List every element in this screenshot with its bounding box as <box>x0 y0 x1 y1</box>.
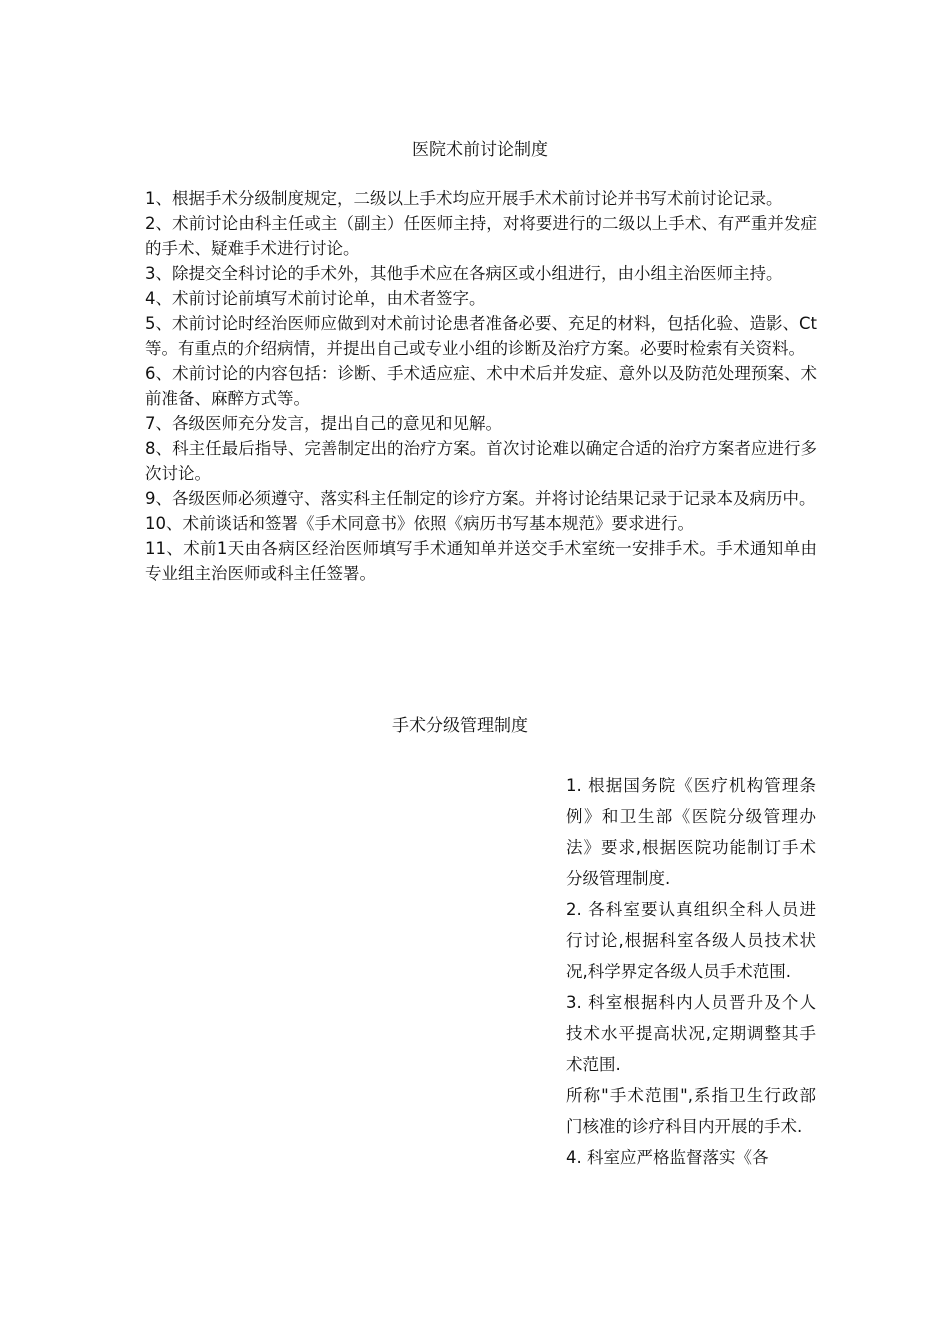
rule-item-1: 1、根据手术分级制度规定，二级以上手术均应开展手术术前讨论并书写术前讨论记录。 <box>145 189 783 208</box>
rule-item-2: 2、术前讨论由科主任或主（副主）任医师主持，对将要进行的二级以上手术、有严重并发症的手术、疑难手术进行讨论。 <box>145 214 817 258</box>
doc-title-preop-discussion: 医院术前讨论制度 <box>412 140 548 160</box>
rule-item-7: 7、各级医师充分发言，提出自己的意见和见解。 <box>145 414 502 433</box>
rule-item-10: 10、术前谈话和签署《手术同意书》依照《病历书写基本规范》要求进行。 <box>145 514 694 533</box>
rule-item-3: 3、除提交全科讨论的手术外，其他手术应在各病区或小组进行，由小组主治医师主持。 <box>145 264 783 283</box>
rule-item-9: 9、各级医师必须遵守、落实科主任制定的诊疗方案。并将讨论结果记录于记录本及病历中。 <box>145 489 816 508</box>
rule-item-6: 6、术前讨论的内容包括：诊断、手术适应症、术中术后并发症、意外以及防范处理预案、术前准备、麻醉方式等。 <box>145 364 817 408</box>
grading-item-2: 2. 各科室要认真组织全科人员进行讨论,根据科室各级人员技术状况,科学界定各级人员手术范围. <box>566 900 816 981</box>
rule-item-11: 11、术前1天由各病区经治医师填写手术通知单并送交手术室统一安排手术。手术通知单由专业组主治医师或科主任签署。 <box>145 539 817 583</box>
grading-item-1: 1. 根据国务院《医疗机构管理条例》和卫生部《医院分级管理办法》要求,根据医院功能制订手术分级管理制度. <box>566 776 816 888</box>
grading-item-4: 4. 科室应严格监督落实《各 <box>566 1148 769 1167</box>
preop-discussion-rules <box>145 186 817 586</box>
rule-item-4: 4、术前讨论前填写术前讨论单，由术者签字。 <box>145 289 486 308</box>
rule-item-5: 5、术前讨论时经治医师应做到对术前讨论患者准备必要、充足的材料，包括化验、造影、Ct等。有重点的介绍病情，并提出自己或专业小组的诊断及治疗方案。必要时检索有关资料。 <box>145 314 817 358</box>
surgery-grading-rules <box>566 770 816 1173</box>
doc-title-surgery-grading: 手术分级管理制度 <box>392 716 528 736</box>
rule-item-8: 8、科主任最后指导、完善制定出的治疗方案。首次讨论难以确定合适的治疗方案者应进行多次讨论。 <box>145 439 817 483</box>
grading-item-3: 3. 科室根据科内人员晋升及个人技术水平提高状况,定期调整其手术范围. <box>566 993 816 1074</box>
grading-note-scope: 所称"手术范围",系指卫生行政部门核准的诊疗科目内开展的手术. <box>566 1086 816 1136</box>
